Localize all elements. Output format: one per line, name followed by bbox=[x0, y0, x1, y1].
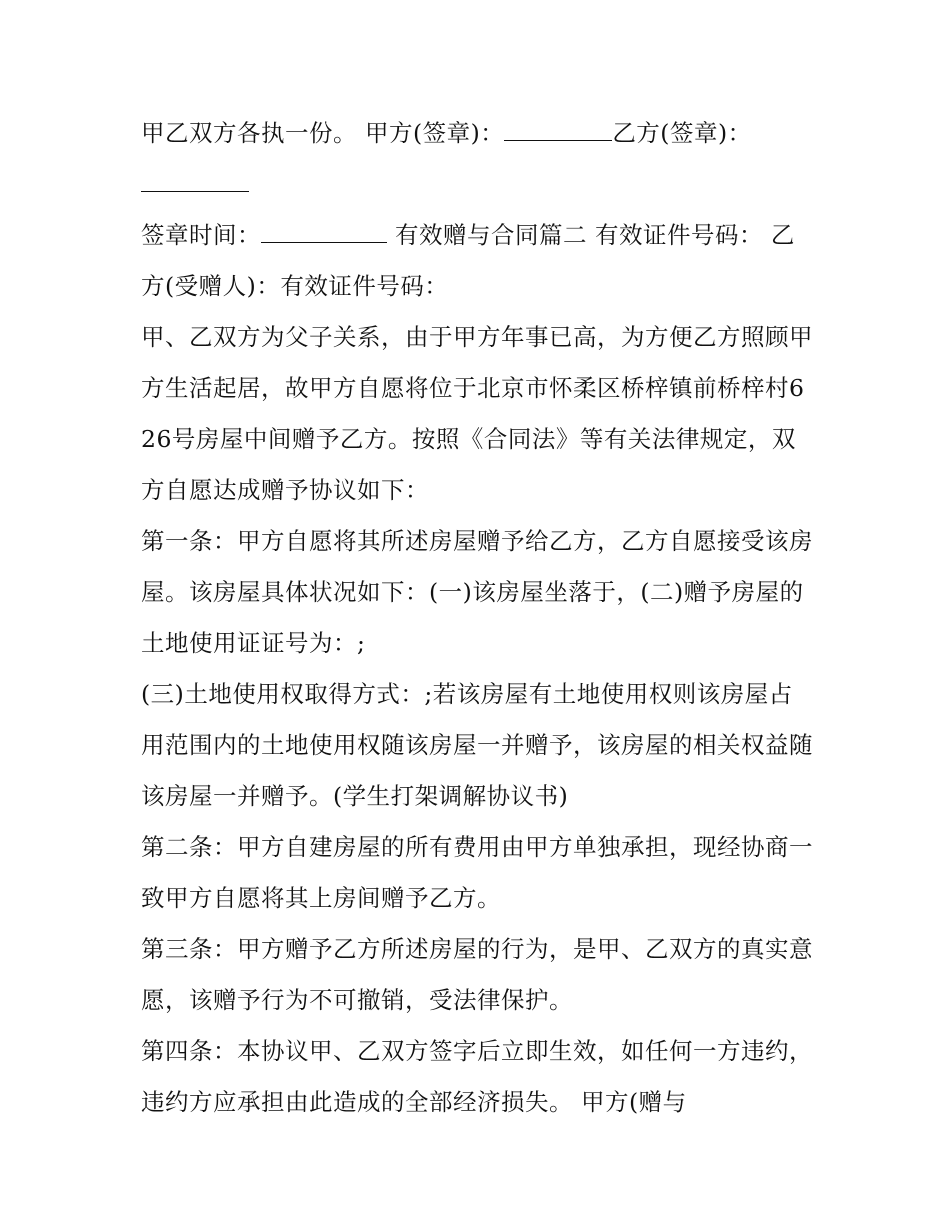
signature-text-party-a: 甲乙双方各执一份。 甲方(签章)： bbox=[141, 119, 505, 147]
signature-line bbox=[141, 108, 813, 210]
article-three: 第三条：甲方赠予乙方所述房屋的行为，是甲、乙双方的真实意愿，该赠予行为不可撤销，受法律保护。 bbox=[141, 935, 813, 1014]
sign-time-trailing-text: 有效赠与合同篇二 有效证件号码： 乙方(受赠人)：有效证件号码： bbox=[141, 221, 795, 300]
article-two: 第二条：甲方自建房屋的所有费用由甲方单独承担，现经协商一致甲方自愿将其上房间赠予乙方。 bbox=[141, 833, 813, 912]
sign-time-line bbox=[141, 210, 813, 312]
document-body bbox=[141, 108, 813, 1128]
sign-time-label: 签章时间： bbox=[141, 221, 261, 249]
party-a-signature-blank bbox=[504, 110, 612, 141]
signature-text-party-b: 乙方(签章)： bbox=[612, 119, 752, 147]
article-one: 第一条：甲方自愿将其所述房屋赠予给乙方，乙方自愿接受该房屋。该房屋具体状况如下：(一)该房屋坐落于，(二)赠予房屋的土地使用证证号为：; bbox=[141, 527, 813, 657]
article-four: 第四条：本协议甲、乙双方签字后立即生效，如任何一方违约，违约方应承担由此造成的全部经济损失。 甲方(赠与 bbox=[141, 1037, 813, 1116]
party-b-signature-blank bbox=[141, 161, 249, 192]
intro-paragraph: 甲、乙双方为父子关系，由于甲方年事已高，为方便乙方照顾甲方生活起居，故甲方自愿将位于北京市怀柔区桥梓镇前桥梓村626号房屋中间赠予乙方。按照《合同法》等有关法律规定，双方自愿达成赠予协议如下： bbox=[141, 323, 813, 504]
article-one-continued: (三)土地使用权取得方式：;若该房屋有土地使用权则该房屋占用范围内的土地使用权随该房屋一并赠予，该房屋的相关权益随该房屋一并赠予。(学生打架调解协议书) bbox=[141, 680, 813, 810]
sign-time-blank bbox=[261, 212, 387, 243]
